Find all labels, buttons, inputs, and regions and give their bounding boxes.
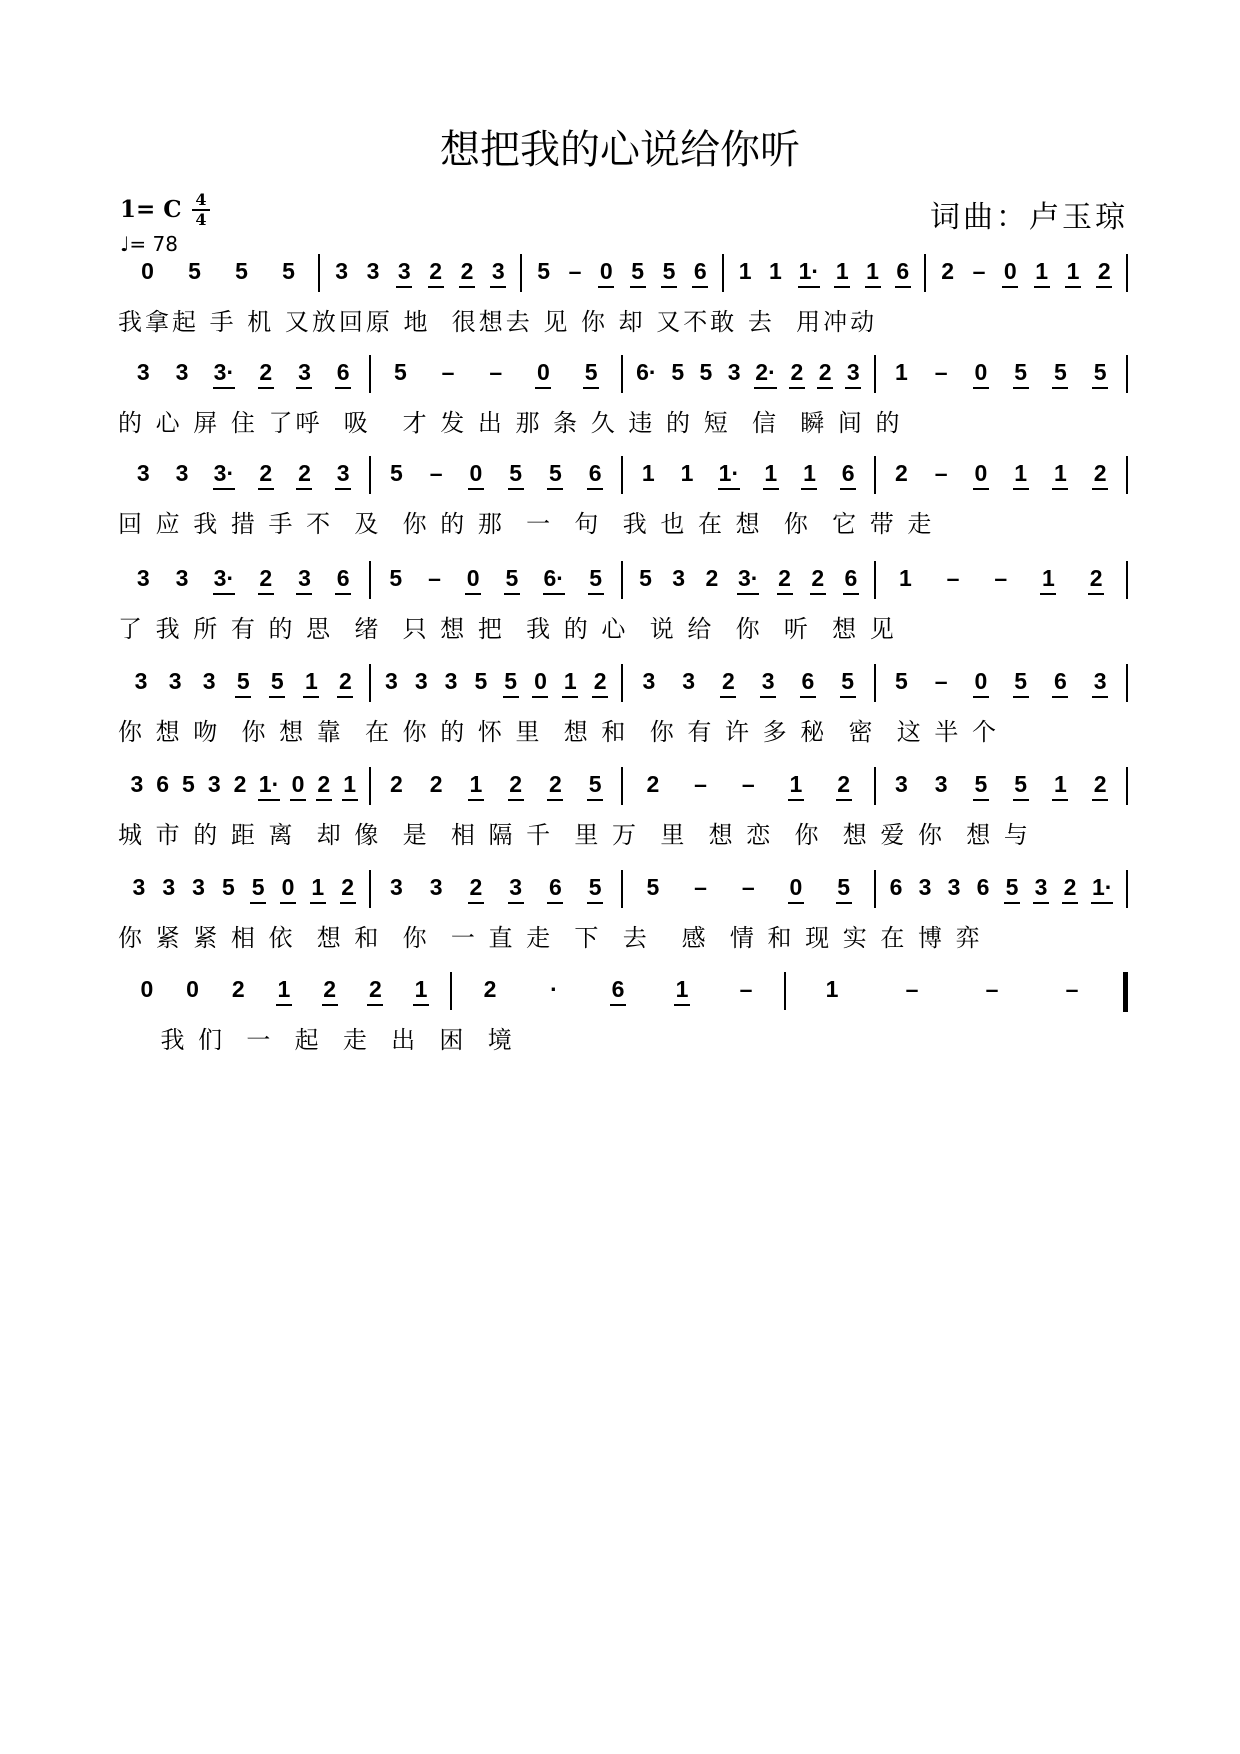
measure [876, 767, 1127, 798]
note: 3 [1093, 668, 1107, 694]
note: 2 [548, 771, 562, 797]
measure [371, 870, 622, 901]
lyrics-line: 你 想 吻 你 想 靠 在 你 的 怀 里 想 和 你 有 许 多 秘 密 这 半 个 [118, 718, 999, 746]
note: 1 [304, 668, 318, 694]
note: 2 [259, 565, 273, 591]
note: 5 [639, 565, 652, 591]
note: 0 [974, 359, 988, 385]
note: 3 [136, 565, 150, 591]
note: – [694, 771, 707, 797]
measure [118, 456, 369, 487]
note: 5 [662, 258, 676, 284]
note: 1 [894, 359, 908, 385]
note: 5 [1014, 359, 1028, 385]
measure [320, 254, 520, 285]
score-row [118, 664, 1128, 774]
note: 5 [631, 258, 645, 284]
note: · [550, 976, 558, 1002]
note: 1 [1066, 258, 1080, 284]
note: 2 [837, 771, 850, 797]
measure [371, 767, 622, 798]
note: 1 [898, 565, 912, 591]
note: – [946, 565, 960, 591]
note: 5 [389, 565, 403, 591]
score-row [118, 870, 1128, 980]
measure [623, 870, 874, 901]
note: 3 [846, 359, 860, 385]
note: 2 [323, 976, 337, 1002]
note: – [934, 359, 948, 385]
barline [1126, 355, 1128, 393]
note: 2 [1093, 771, 1107, 797]
note: 1· [1092, 874, 1113, 900]
note: – [985, 976, 999, 1002]
note: 3· [213, 460, 235, 486]
note: 2 [705, 565, 719, 591]
note: 5 [588, 771, 602, 797]
note: 5 [837, 874, 850, 900]
note: 3 [175, 460, 189, 486]
note: 6 [693, 258, 707, 284]
notes-line [118, 972, 1128, 1016]
note: 2 [341, 874, 354, 900]
note: 1 [1053, 771, 1067, 797]
note: 3 [642, 668, 656, 694]
measure [623, 561, 874, 592]
barline [1126, 456, 1128, 494]
notes-line [118, 355, 1128, 399]
note: 5 [1005, 874, 1019, 900]
note: 3 [162, 874, 176, 900]
note: 5 [221, 874, 235, 900]
note: 2 [941, 258, 955, 284]
note: 5 [699, 359, 713, 385]
note: 0 [974, 460, 988, 486]
note: 3 [491, 258, 505, 284]
note: 6 [336, 565, 350, 591]
note: 5 [1014, 771, 1028, 797]
measure [118, 355, 369, 386]
score-row [118, 355, 1128, 465]
barline [1126, 664, 1128, 702]
note: 1 [277, 976, 291, 1002]
note: 1 [825, 976, 839, 1002]
note: 2 [509, 771, 523, 797]
note: 0 [141, 258, 154, 284]
note: 2 [231, 976, 245, 1002]
note: 6 [844, 565, 858, 591]
score-row [118, 254, 1128, 364]
note: 0 [1003, 258, 1017, 284]
barline [1126, 767, 1128, 805]
note: 5 [584, 359, 598, 385]
measure [786, 972, 1118, 1003]
note: 5 [236, 668, 250, 694]
note: – [489, 359, 503, 385]
note: 5 [588, 874, 602, 900]
composer-credit: 词曲：卢玉琼 [930, 200, 1128, 235]
note: 5 [270, 668, 284, 694]
note: 3 [298, 565, 311, 591]
lyrics-line: 了 我 所 有 的 思 绪 只 想 把 我 的 心 说 给 你 听 想 见 [118, 615, 897, 643]
note: 3 [136, 460, 150, 486]
note: 1 [803, 460, 816, 486]
note: 3 [397, 258, 411, 284]
note: 1 [414, 976, 428, 1002]
note: 5 [1053, 359, 1067, 385]
note: 1 [675, 976, 689, 1002]
note: 1 [469, 771, 483, 797]
measure [876, 355, 1127, 386]
note: 6 [156, 771, 170, 797]
note: 0 [534, 668, 547, 694]
time-signature-top: 4 [195, 190, 207, 209]
note: 3· [213, 565, 235, 591]
note: 3 [136, 359, 150, 385]
lyrics-line: 我 们 一 起 走 出 困 境 [118, 1026, 515, 1054]
barline [1126, 254, 1128, 292]
note: 0 [537, 359, 550, 385]
note: 2 [429, 771, 443, 797]
note: 1 [835, 258, 849, 284]
measure [371, 456, 622, 487]
note: 3 [175, 565, 189, 591]
note: 5 [894, 668, 908, 694]
note: 2 [646, 771, 660, 797]
note: 2 [1089, 565, 1103, 591]
note: 3 [335, 258, 349, 284]
measure [371, 355, 622, 386]
note: 1 [343, 771, 356, 797]
note: 3 [894, 771, 908, 797]
note: 2 [460, 258, 474, 284]
note: 0 [466, 565, 480, 591]
note: 1· [258, 771, 280, 797]
note: 3 [130, 771, 144, 797]
note: 1 [768, 258, 782, 284]
score-row [118, 972, 1128, 1082]
note: 6 [588, 460, 602, 486]
final-barline [1123, 972, 1128, 1012]
measure [623, 767, 874, 798]
time-signature [192, 192, 210, 228]
note: 2 [1097, 258, 1111, 284]
notes-line [118, 254, 1128, 298]
measure [926, 254, 1126, 285]
note: 6 [548, 874, 562, 900]
note: 6· [543, 565, 564, 591]
note: 1 [789, 771, 803, 797]
measure [623, 664, 874, 695]
measure [371, 561, 622, 592]
note: 2 [429, 258, 443, 284]
note: 6 [976, 874, 990, 900]
note: 5 [235, 258, 248, 284]
note: 6 [801, 668, 815, 694]
note: 3 [682, 668, 696, 694]
note: 3 [175, 359, 189, 385]
measure [522, 254, 722, 285]
score-row [118, 767, 1128, 877]
note: 5 [548, 460, 562, 486]
note: – [694, 874, 707, 900]
note: 5 [646, 874, 660, 900]
barline [1126, 870, 1128, 908]
note: – [441, 359, 455, 385]
note: – [741, 874, 755, 900]
note: 3 [727, 359, 741, 385]
note: – [428, 565, 441, 591]
note: 2 [721, 668, 735, 694]
note: 1· [798, 258, 820, 284]
note: 2 [593, 668, 607, 694]
note: 1 [311, 874, 325, 900]
measure [118, 870, 369, 901]
note: 0 [140, 976, 154, 1002]
note: 3 [1034, 874, 1048, 900]
measure [371, 664, 622, 695]
note: 1 [641, 460, 655, 486]
note: 0 [291, 771, 305, 797]
note: 3 [918, 874, 932, 900]
note: 6 [896, 258, 910, 284]
note: 1 [764, 460, 778, 486]
note: 3 [207, 771, 221, 797]
note: 1· [718, 460, 740, 486]
note: 2 [790, 359, 804, 385]
note: 2 [483, 976, 497, 1002]
note: 3 [761, 668, 775, 694]
note: – [739, 976, 753, 1002]
note: 1 [1035, 258, 1049, 284]
note: 1 [1053, 460, 1067, 486]
note: 5 [393, 359, 407, 385]
note: 1 [738, 258, 752, 284]
note: 3 [298, 359, 311, 385]
notes-line [118, 664, 1128, 708]
note: 3 [385, 668, 398, 694]
notes-line [118, 870, 1128, 914]
measure [623, 355, 874, 386]
note: 0 [599, 258, 613, 284]
note: 3 [336, 460, 350, 486]
note: 5 [389, 460, 403, 486]
barline [1126, 561, 1128, 599]
score-row [118, 561, 1128, 671]
note: 0 [186, 976, 199, 1002]
note: 3 [389, 874, 403, 900]
lyrics-line: 的 心 屏 住 了呼 吸 才 发 出 那 条 久 违 的 短 信 瞬 间 的 [118, 409, 903, 437]
note: 2 [233, 771, 247, 797]
note: 3 [672, 565, 686, 591]
note: 3 [202, 668, 216, 694]
measure [876, 456, 1127, 487]
note: – [934, 460, 948, 486]
note: 2 [259, 359, 273, 385]
measure [876, 664, 1127, 695]
note: 3 [192, 874, 205, 900]
note: 3· [737, 565, 759, 591]
note: – [934, 668, 948, 694]
measure [118, 972, 450, 1003]
lyrics-line: 我拿起 手 机 又放回原 地 很想去 见 你 却 又不敢 去 用冲动 [118, 308, 878, 336]
note: 6 [841, 460, 855, 486]
note: 1 [1014, 460, 1028, 486]
note: 3 [414, 668, 428, 694]
song-title: 想把我的心说给你听 [440, 127, 800, 173]
note: 6 [611, 976, 625, 1002]
note: 5 [509, 460, 523, 486]
note: – [994, 565, 1008, 591]
note: 2 [259, 460, 273, 486]
tempo-marking: ♩= 78 [120, 232, 178, 256]
note: 0 [789, 874, 803, 900]
note: 2 [317, 771, 331, 797]
note: 3 [366, 258, 380, 284]
note: 5 [841, 668, 855, 694]
note: 5 [589, 565, 603, 591]
note: – [905, 976, 919, 1002]
note: 2 [368, 976, 382, 1002]
note: 3 [429, 874, 443, 900]
note: 3 [509, 874, 523, 900]
note: 2 [339, 668, 352, 694]
note: 2 [1093, 460, 1107, 486]
note: 3 [168, 668, 182, 694]
note: – [1065, 976, 1079, 1002]
note: 1 [866, 258, 879, 284]
note: 2 [1063, 874, 1077, 900]
note: 5 [182, 771, 195, 797]
note: 3 [132, 874, 146, 900]
measure [623, 456, 874, 487]
note: 5 [1014, 668, 1028, 694]
note: 2 [811, 565, 825, 591]
note: 3 [134, 668, 148, 694]
lyrics-line: 你 紧 紧 相 依 想 和 你 一 直 走 下 去 感 情 和 现 实 在 博 弈 [118, 924, 983, 952]
notes-line [118, 456, 1128, 500]
note: 3 [947, 874, 961, 900]
notes-line [118, 767, 1128, 811]
note: 2 [389, 771, 403, 797]
note: 0 [974, 668, 988, 694]
note: 6 [336, 359, 350, 385]
note: – [741, 771, 755, 797]
note: 3 [444, 668, 458, 694]
note: 2 [894, 460, 908, 486]
note: 5 [282, 258, 295, 284]
measure [452, 972, 784, 1003]
note: 2 [778, 565, 791, 591]
note: 2· [755, 359, 776, 385]
note: 6 [1053, 668, 1067, 694]
note: 5 [671, 359, 685, 385]
score-row [118, 456, 1128, 566]
measure [876, 561, 1127, 592]
note: 6· [636, 359, 657, 385]
note: – [429, 460, 443, 486]
note: 5 [474, 668, 488, 694]
key-signature: 1= C [120, 196, 182, 223]
note: 5 [1093, 359, 1107, 385]
note: 5 [505, 565, 519, 591]
note: 1 [680, 460, 694, 486]
note: 6 [889, 874, 903, 900]
measure [118, 767, 369, 798]
time-signature-bottom: 4 [195, 210, 207, 229]
note: 5 [974, 771, 988, 797]
note: 0 [469, 460, 483, 486]
notes-line [118, 561, 1128, 605]
note: 3 [934, 771, 948, 797]
measure [118, 664, 369, 695]
measure [876, 870, 1127, 901]
lyrics-line: 回 应 我 措 手 不 及 你 的 那 一 句 我 也 在 想 你 它 带 走 [118, 510, 935, 538]
note: 5 [504, 668, 518, 694]
note: – [972, 258, 986, 284]
lyrics-line: 城 市 的 距 离 却 像 是 相 隔 千 里 万 里 想 恋 你 想 爱 你 想 与 [118, 821, 1031, 849]
note: 3· [213, 359, 235, 385]
measure [724, 254, 924, 285]
note: 5 [188, 258, 201, 284]
note: 5 [251, 874, 265, 900]
note: 2 [469, 874, 483, 900]
note: – [568, 258, 582, 284]
note: 2 [818, 359, 832, 385]
note: 5 [537, 258, 551, 284]
note: 2 [298, 460, 311, 486]
note: 0 [281, 874, 295, 900]
measure [118, 561, 369, 592]
note: 1 [563, 668, 577, 694]
measure [118, 254, 318, 285]
note: 1 [1042, 565, 1055, 591]
